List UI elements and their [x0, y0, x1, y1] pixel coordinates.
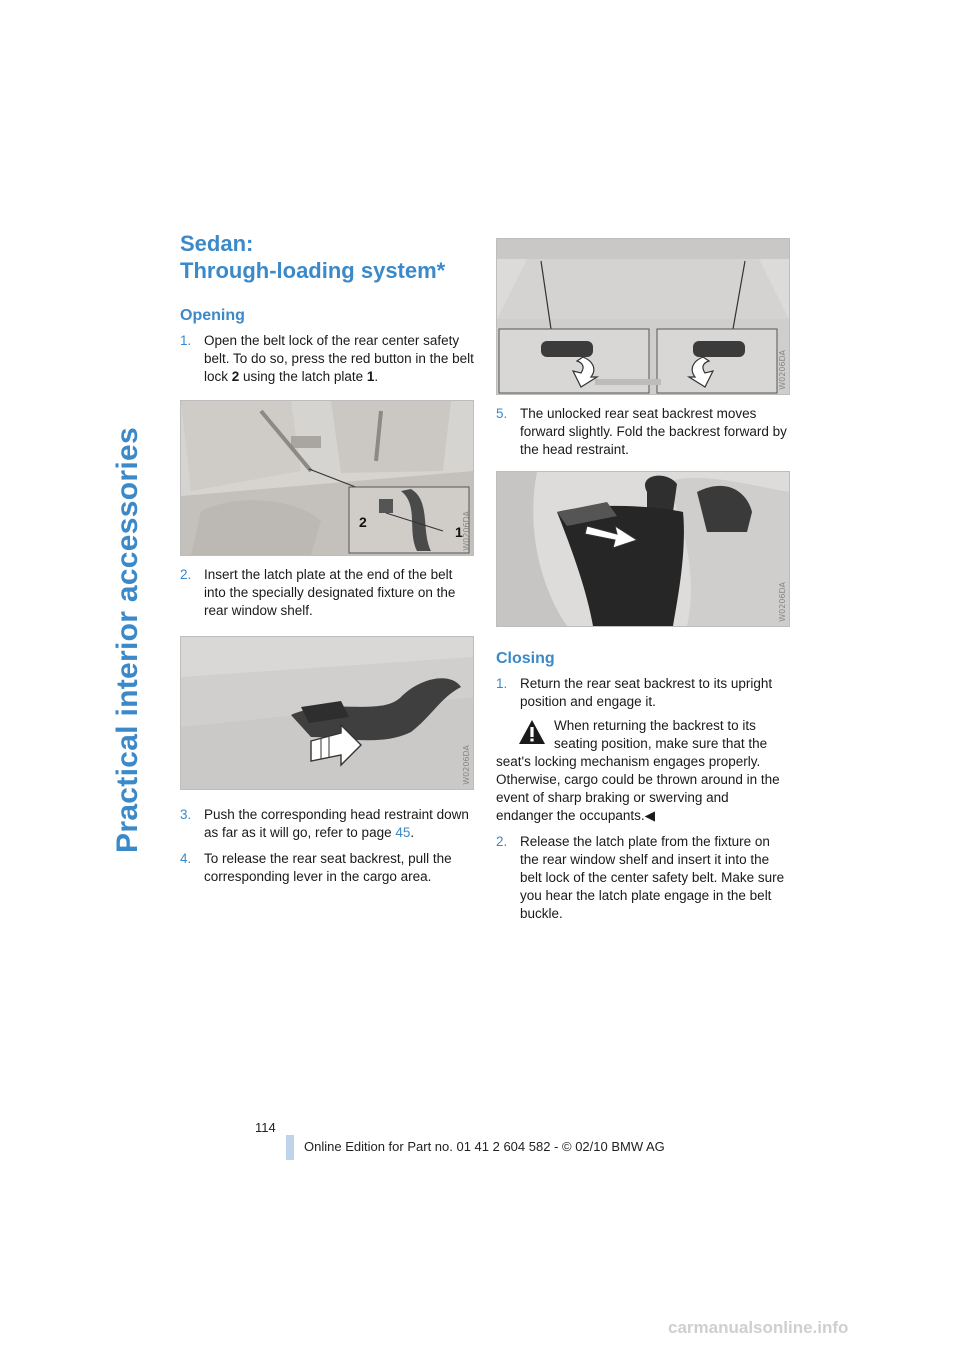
figure-code: W0206DA: [778, 350, 787, 390]
opening-step-2: 2. Insert the latch plate at the end of the belt into the specially designated fixture on the rear window shelf.: [180, 567, 456, 618]
page-link-45[interactable]: 45: [395, 825, 411, 840]
cargo-area-illustration: [497, 239, 789, 394]
backrest-figure: [496, 471, 790, 627]
side-title: Practical interior accessories: [111, 427, 144, 853]
opening-step-5: 5. The unlocked rear seat backrest moves forward slightly. Fold the backrest forward by the head restraint.: [496, 406, 787, 457]
opening-step-3: 3. Push the corresponding head restraint down as far as it will go, refer to page 45.: [180, 807, 469, 840]
latch-plate-illustration: [181, 637, 473, 789]
section-title: Sedan: Through-loading system*: [180, 231, 446, 283]
belt-lock-figure: [180, 400, 474, 556]
cargo-area-figure: [496, 238, 790, 395]
callout-1: 1: [455, 524, 463, 540]
closing-heading: Closing: [496, 650, 555, 667]
warning-note: When returning the backrest to its seating position, make sure that the seat's locking mechanism engages properly. Otherwise, cargo could be thrown around in the event of sharp braking or swerving and endanger the occupants.◀: [496, 718, 780, 823]
watermark: carmanualsonline.info: [668, 1318, 849, 1337]
opening-step-1: 1. Open the belt lock of the rear center safety belt. To do so, press the red button in the belt lock 2 using the latch plate 1.: [180, 333, 474, 384]
callout-2: 2: [359, 514, 367, 530]
figure-code: W0206DA: [462, 511, 471, 551]
footer-edition: Online Edition for Part no. 01 41 2 604 582 - © 02/10 BMW AG: [304, 1139, 665, 1154]
warning-icon: [518, 719, 546, 745]
closing-step-1: 1. Return the rear seat backrest to its upright position and engage it.: [496, 676, 773, 709]
opening-step-4: 4. To release the rear seat backrest, pull the corresponding lever in the cargo area.: [180, 851, 452, 884]
left-column: [180, 230, 475, 886]
right-column: [496, 238, 789, 923]
opening-heading: Opening: [180, 307, 245, 324]
closing-step-2: 2. Release the latch plate from the fixture on the rear window shelf and insert it into the belt lock of the center safety belt. Make sure you hear the latch plate engage in the belt buckle.: [496, 834, 785, 921]
figure-code: W0206DA: [778, 582, 787, 622]
page-number: 114: [255, 1120, 276, 1135]
backrest-illustration: [497, 472, 789, 626]
latch-plate-figure: [180, 636, 474, 790]
footer-bar: [286, 1135, 294, 1160]
belt-lock-illustration: [181, 401, 473, 555]
figure-code: W0206DA: [462, 745, 471, 785]
